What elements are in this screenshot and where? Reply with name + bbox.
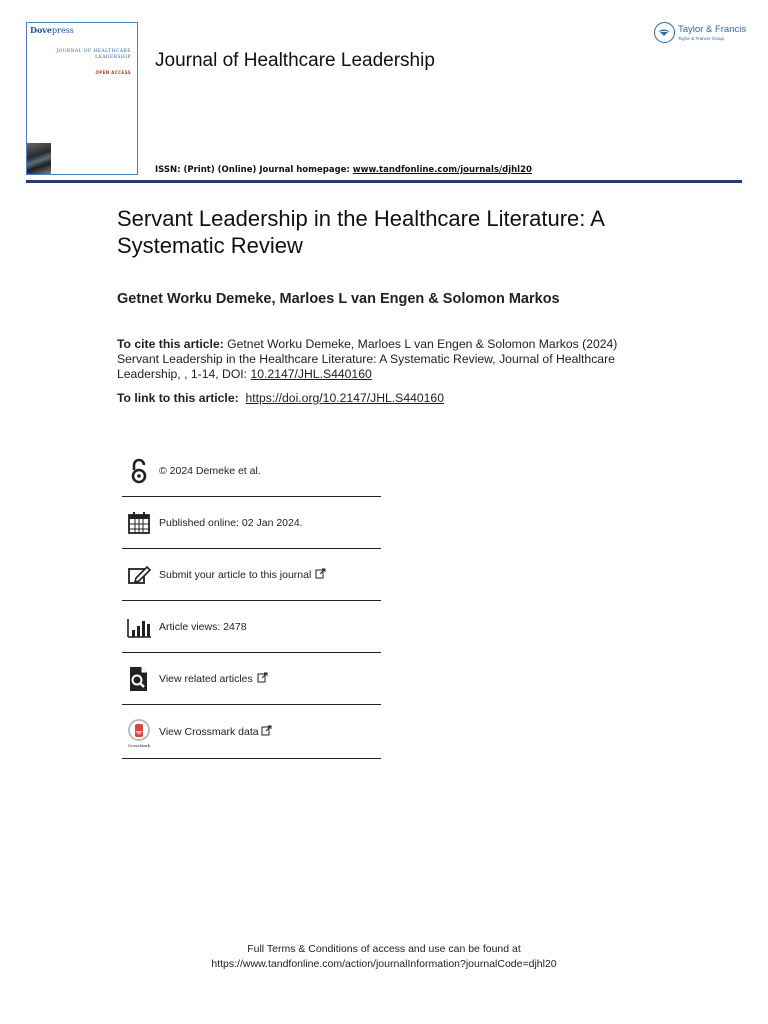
cover-journal-title: JOURNAL OF HEALTHCARE LEADERSHIP	[56, 49, 131, 60]
link-label: To link to this article:	[117, 391, 239, 405]
edit-icon	[126, 561, 152, 589]
tf-logo-icon	[654, 22, 675, 43]
footer-terms-url[interactable]: https://www.tandfonline.com/action/journalInformation?journalCode=djhl20	[211, 958, 557, 970]
open-access-icon	[126, 457, 152, 485]
crossmark-icon	[126, 718, 152, 746]
issn-line: ISSN: (Print) (Online) Journal homepage: www.tandfonline.com/journals/djhl20	[155, 165, 532, 175]
article-link-line	[117, 391, 444, 405]
article-metadata-list	[122, 445, 381, 759]
submit-article-row[interactable]	[122, 549, 381, 601]
header-divider	[26, 180, 742, 183]
crossmark-row[interactable]	[122, 705, 381, 759]
footer-line-1: Full Terms & Conditions of access and use can be found at	[247, 943, 521, 955]
crossmark-link[interactable]: View Crossmark data	[159, 725, 259, 738]
journal-cover-image	[26, 22, 138, 175]
external-link-icon	[261, 725, 272, 739]
search-document-icon	[126, 665, 152, 693]
crossmark-icon-caption: CrossMark	[127, 742, 151, 748]
submit-article-link[interactable]: Submit your article to this journal	[159, 568, 312, 581]
cover-open-access: OPEN ACCESS	[95, 70, 131, 75]
license-row: © 2024 Demeke et al.	[122, 445, 381, 497]
related-articles-row[interactable]	[122, 653, 381, 705]
cite-label: To cite this article:	[117, 337, 224, 351]
cover-artwork	[26, 143, 51, 175]
taylor-francis-logo	[654, 22, 750, 46]
terms-footer	[0, 942, 768, 972]
external-link-icon	[315, 568, 326, 582]
related-articles-link[interactable]: View related articles	[159, 672, 253, 685]
publisher-sub: Taylor & Francis Group	[678, 36, 725, 41]
bar-chart-icon	[126, 613, 152, 641]
article-views-row: Article views: 2478	[122, 601, 381, 653]
journal-title: Journal of Healthcare Leadership	[155, 50, 435, 71]
publisher-name: Taylor & Francis	[678, 24, 747, 35]
external-link-icon	[257, 672, 268, 686]
citation-block	[117, 337, 657, 382]
doi-link[interactable]: 10.2147/JHL.S440160	[250, 367, 372, 381]
article-doi-url[interactable]: https://doi.org/10.2147/JHL.S440160	[245, 391, 444, 405]
calendar-icon	[126, 509, 152, 537]
journal-homepage-link[interactable]: www.tandfonline.com/journals/djhl20	[352, 165, 532, 175]
article-authors: Getnet Worku Demeke, Marloes L van Engen & Solomon Markos	[117, 291, 560, 307]
published-row: Published online: 02 Jan 2024.	[122, 497, 381, 549]
article-title: Servant Leadership in the Healthcare Literature: A Systematic Review	[117, 206, 604, 258]
cite-text: Getnet Worku Demeke, Marloes L van Engen & Solomon Markos (2024) Servant Leadership in the Healthcare Literature: A Systematic Review, Journal of Healthcare Leadership, , 1-14, DOI:	[117, 337, 618, 381]
dovepress-logo: Dovepress	[30, 25, 74, 35]
